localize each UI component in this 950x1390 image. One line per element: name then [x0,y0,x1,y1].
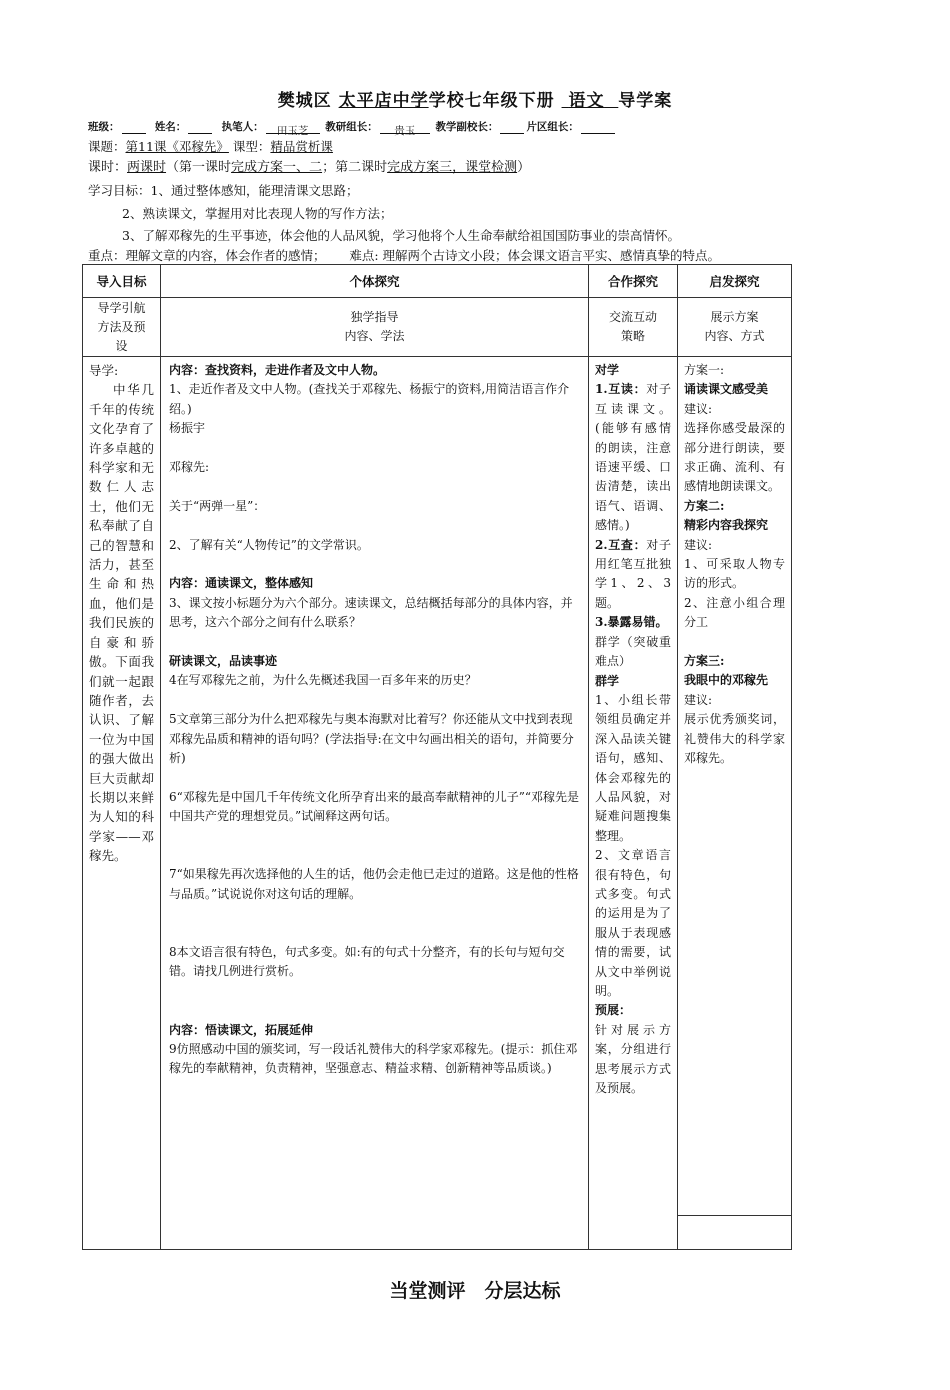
title-doc-type: 导学案 [618,91,673,111]
hours-mid: ；第二课时 [322,160,388,175]
sub-self-study [161,298,589,357]
objective-2: 2、熟读课文，掌握用对比表现人物的写作方法； [122,206,393,221]
cooperative-cell [589,357,678,1250]
topic-label: 课题： [88,139,126,154]
section-heading-2: 内容：通读课文，整体感知 [169,576,314,591]
section-heading-1: 内容：查找资料，走进作者及文中人物。 [169,363,386,377]
intro-label: 导学: [89,363,119,378]
plan-2-label: 方案二: [684,498,725,513]
coop-group-1: 1、小组长带领组员确定并深入品读关键语句，感知、体会邓稼先的人品风貌，对疑难问题搜集整理。 [595,692,671,843]
plan-2-suggest: 建议: [684,537,713,552]
plan-1-suggest: 建议: [684,401,713,416]
topic-value: 第11课《邓稼先》 [125,139,229,154]
class-field[interactable] [122,123,146,134]
title-school-suffix: 学校七年级下册 [428,91,555,111]
type-label: 课型： [232,139,271,154]
intro-cell [83,357,161,1250]
page-title [0,86,950,111]
coop-step-3-text: 群学（突破重难点） [595,634,671,669]
author-value: 田玉芝 [266,123,320,134]
coop-step-1-text: 对子互读课文。(能够有感情的朗读，注意语速平缓、口齿清楚，读出语气、语调、感情。) [595,382,671,533]
plan-3-title: 我眼中的邓稼先 [684,673,769,688]
header-intro-goal: 导入目标 [83,265,161,298]
plan-3-suggest: 建议: [684,692,713,707]
meta-line [88,119,617,137]
sub-guide-3: 设 [115,338,128,353]
class-label: 班级： [88,121,120,133]
district-leader-field[interactable] [581,123,615,134]
plans-block [678,357,791,1216]
section-footer-title: 当堂测评 分层达标 [389,1280,561,1302]
author-label: 执笔人： [221,121,264,133]
coop-group-study: 群学 [595,673,620,688]
sub-guide-2: 方法及预 [97,319,146,334]
name-label: 姓名： [154,121,187,133]
plan-2-text-1: 1、可采取人物专访的形式。 [684,557,785,591]
question-9: 9仿照感动中国的颁奖词，写一段话礼赞伟大的科学家邓稼先。(提示：抓住邓稼先的奉献精神，负责精神，坚强意志、精益求精、创新精神等品质谈。) [169,1042,578,1076]
plan-2-text-2: 2、注意小组合理分工 [684,595,785,630]
objective-3: 3、了解邓稼先的生平事迹，体会他的人品风貌，学习他将个人生命奉献给祖国国防事业的崇高情怀。 [122,228,680,243]
coop-step-1: 1.互读： [595,382,647,397]
sub-show-1: 展示方案 [710,310,759,324]
individual-cell [161,357,589,1250]
district-leader-label: 片区组长： [526,121,579,133]
section-heading-3: 研读课文，品读事迹 [169,654,278,669]
coop-step-3: 3.暴露易错。 [595,615,668,630]
sub-self-study-2: 内容、学法 [344,329,405,343]
coop-group-2: 2、文章语言很有特色，句式多变。句式的运用是为了服从于表现感情的需要，试从文中举例说明。 [595,848,671,998]
type-value: 精品赏析课 [270,139,333,154]
difficulty: 难点: 理解两个古诗文小段；体会课文语言平实、感情真挚的特点。 [349,248,721,263]
question-1-two-bombs: 关于“两弹一星”： [169,498,266,513]
hours-first: 完成方案一、二 [231,160,323,175]
title-subject: 语文 [568,91,605,111]
question-8: 8本文语言很有特色，句式多变。如:有的句式十分整齐，有的长句与短句交错。请找几例进行赏析。 [169,945,565,979]
group-leader-label: 教研组长： [325,121,378,133]
inspiring-cell [678,357,792,1250]
sub-exchange [589,298,678,357]
plan-1-title: 诵读课文感受美 [684,382,769,397]
hours-value: 两课时 [127,160,167,175]
sub-self-study-1: 独学指导 [350,310,399,324]
question-3: 3、课文按小标题分为六个部分。速读课文，总结概括每部分的具体内容，并思考，这六个部分之间有什么联系？ [169,595,573,630]
question-6: 6“邓稼先是中国几千年传统文化所孕育出来的最高奉献精神的儿子”“邓稼先是中国共产党的理想党员。”试阐释这两句话。 [169,789,580,824]
sub-show-2: 内容、方式 [704,329,765,343]
header-individual: 个体探究 [161,265,589,298]
sub-guide-1: 导学引航 [97,300,146,315]
intro-text: 中华几千年的传统文化孕育了许多卓越的科学家和无数仁人志士，他们无私奉献了自己的智慧和活力，甚至生命和热血，他们是我们民族的自豪和骄傲。下面我们就一起跟随作者，去认识、了解一位为中国的强大做出巨大贡献却长期以来鲜为人知的科学家——邓稼先。 [89,382,154,864]
lesson-table [82,264,792,1250]
question-5: 5文章第三部分为什么把邓稼先与奥本海默对比着写？你还能从文中找到表现邓稼先品质和精神的语句吗？(学法指导:在文中勾画出相关的语句，并简要分析) [169,712,574,766]
question-7: 7“如果稼先再次选择他的人生的话，他仍会走他已走过的道路。这是他的性格与品质。”试说说你对这句话的理解。 [169,867,579,901]
question-1-yang: 杨振宇 [169,421,206,436]
question-4: 4在写邓稼先之前，为什么先概述我国一百多年来的历史？ [169,673,477,688]
key-points: 重点：理解文章的内容，体会作者的感情； [88,248,326,263]
coop-step-2-text: 对子用红笔互批独学1、2、3题。 [595,537,671,610]
question-1-deng: 邓稼先: [169,460,210,475]
header-cooperative: 合作探究 [589,265,678,298]
plan-1-text: 选择你感受最深的部分进行朗读，要求正确、流利、有感情地朗读课文。 [684,421,785,494]
hours-second: 完成方案三，课堂检测 [387,160,518,175]
header-inspiring: 启发探究 [678,265,792,298]
hours-close: ） [517,160,531,175]
hours-label: 课时： [88,160,128,175]
coop-preview-text: 针对展示方案，分组进行思考展示方式及预展。 [595,1022,671,1096]
sub-exchange-1: 交流互动 [608,310,657,324]
hours-line [88,156,530,175]
plan-3-text: 展示优秀颁奖词，礼赞伟大的科学家邓稼先。 [684,712,785,766]
coop-step-2: 2.互查： [595,537,647,552]
group-leader-value: 贵玉 [380,123,430,134]
coop-pair-study: 对学 [595,363,620,377]
topic-line [88,137,333,155]
question-2: 2、了解有关“人物传记”的文学常识。 [169,537,369,552]
coop-preview: 预展： [595,1003,632,1018]
plan-2-title: 精彩内容我探究 [684,518,769,533]
question-1: 1、走近作者及文中人物。(查找关于邓稼先、杨振宁的资料,用简洁语言作介绍。) [169,382,570,416]
sub-guide [83,298,161,357]
key-points-line [88,246,720,264]
name-field[interactable] [188,123,212,134]
section-heading-4: 内容：悟读课文，拓展延伸 [169,1022,314,1037]
plan-3-label: 方案三: [684,654,725,669]
hours-open: （第一课时 [166,160,232,175]
vice-principal-label: 教学副校长： [435,121,499,133]
title-district: 樊城区 [277,91,332,111]
title-school: 太平店中学 [338,91,429,111]
objective-1: 学习目标：1、通过整体感知，能理清课文思路； [88,183,359,198]
vice-principal-field[interactable] [500,123,524,134]
plan-1-label: 方案一: [684,363,725,377]
sub-show [678,298,792,357]
sub-exchange-2: 策略 [620,329,645,343]
